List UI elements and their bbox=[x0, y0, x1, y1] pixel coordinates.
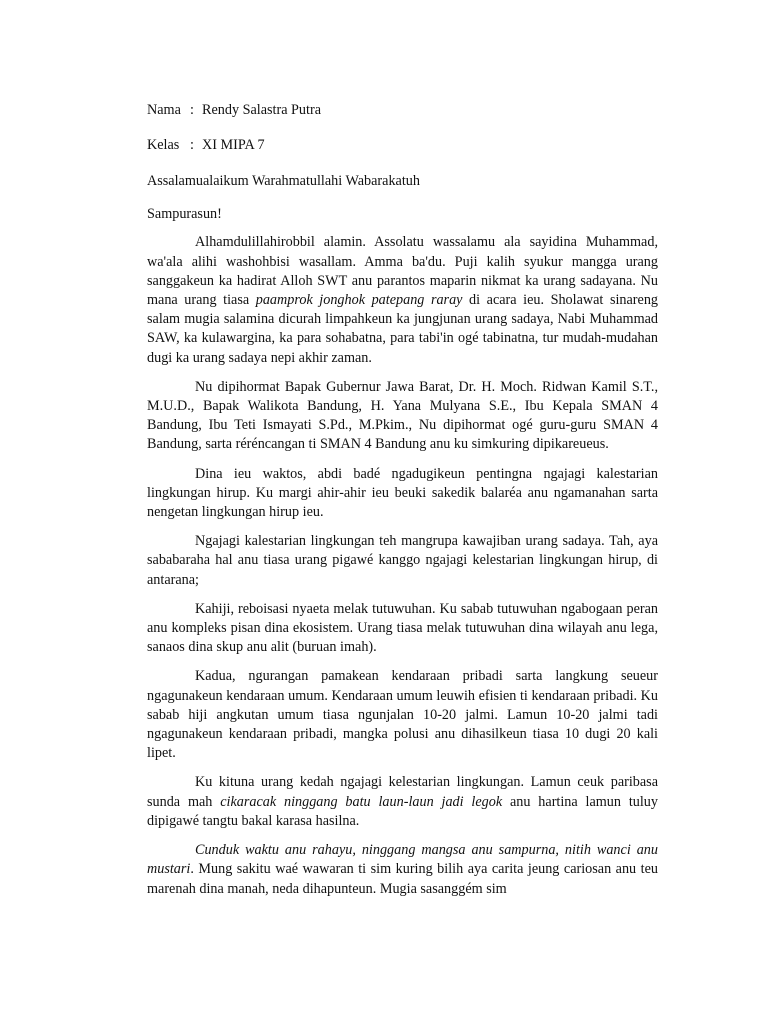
paragraph-proverb bbox=[147, 773, 658, 831]
paragraph-text: Alhamdulillahirobbil alamin. Assolatu wassalamu ala sayidina Muhammad, wa'ala alihi washohbisi wasallam. Amma ba'du. Puji kalih syukur mangga urang sanggakeun ka hadirat Alloh SWT anu parantos maparin nikmat ka urang sadayana. Nu mana urang tiasa bbox=[147, 234, 658, 309]
paragraph-point-one: Kahiji, reboisasi nyaeta melak tutuwuhan. Ku sabab tutuwuhan ngabogaan peran anu kompleks pisan dina ekosistem. Urang tiasa melak tutuwuhan dina wilayah anu lega, sanaos dina skup anu alit (buruan imah). bbox=[147, 600, 658, 656]
paragraph-point-two: Kadua, ngurangan pamakean kendaraan pribadi sarta langkung seueur ngagunakeun kendaraan umum. Kendaraan umum leuwih efisien ti kendaraan pribadi. Ku sabab hiji angkutan umum tiasa ngunjalan 10-20 jalmi. Lamun 10-20 jalmi tadi ngagunakeun kendaraan pribadi, mangka polusi anu dihasilkeun tiasa 10 dugi 20 kali lipet. bbox=[147, 668, 658, 762]
paragraph-italic-phrase: paamprok jonghok patepang raray bbox=[255, 292, 463, 309]
paragraph-italic-phrase: cikaracak ninggang batu laun-laun jadi legok bbox=[220, 793, 503, 810]
paragraph-respected-guests: Nu dipihormat Bapak Gubernur Jawa Barat, Dr. H. Moch. Ridwan Kamil S.T., M.U.D., Bapak Walikota Bandung, H. Yana Mulyana S.E., Ibu Kepala SMAN 4 Bandung, Ibu Teti Ismayati S.Pd., M.Pkim., Nu dipihormat ogé guru-guru SMAN 4 Bandung, sarta réréncangan ti SMAN 4 Bandung anu ku simkuring dipikareueus. bbox=[147, 378, 658, 453]
document-body bbox=[147, 101, 658, 909]
sampurasun-line: Sampurasun! bbox=[147, 206, 222, 223]
class-field bbox=[147, 136, 658, 156]
class-colon: : bbox=[190, 137, 194, 153]
paragraph-text: . Mung sakitu waé wawaran ti sim kuring bilih aya carita jeung cariosan anu teu marenah dina manah, neda dihapunteun. Mugia sasanggém sim bbox=[147, 861, 658, 897]
paragraph-obligation: Ngajagi kalestarian lingkungan teh mangrupa kawajiban urang sadaya. Tah, aya sababaraha hal anu tiasa urang pigawé kanggo ngajagi kelestarian lingkungan hirup, di antarana; bbox=[147, 533, 658, 588]
class-label: Kelas bbox=[147, 137, 180, 153]
paragraph-topic: Dina ieu waktos, abdi badé ngadugikeun pentingna ngajagi kalestarian lingkungan hirup. Ku margi ahir-ahir ieu beuki sakedik balaréa anu ngamanahan sarta nengetan lingkungan hirup ieu. bbox=[147, 465, 658, 521]
paragraph-opening bbox=[147, 233, 658, 367]
paragraph-closing bbox=[147, 841, 658, 899]
paragraph-text: anu hartina lamun tuluy dipigawé tangtu bakal karasa hasilna. bbox=[147, 793, 658, 829]
name-colon: : bbox=[190, 102, 194, 118]
paragraph-italic-phrase: Cunduk waktu anu rahayu, ninggang mangsa anu sampurna, nitih wanci anu mustari bbox=[147, 842, 658, 878]
name-label: Nama bbox=[147, 102, 181, 118]
paragraph-text: di acara ieu. Sholawat sinareng salam mugia salamina dicurah limpahkeun ka jungjunan urang sadaya, Nabi Muhammad SAW, ka kulawargina, ka para sohabatna, para tabi'in ogé tabinatna, tur mudah-mudahan dugi ka urang sadaya nepi akhir zaman. bbox=[147, 292, 659, 366]
opening-greeting: Assalamualaikum Warahmatullahi Wabarakatuh bbox=[147, 173, 420, 189]
name-field bbox=[147, 101, 658, 121]
paragraph-text: Ku kituna urang kedah ngajagi kelestarian lingkungan. Lamun ceuk paribasa sunda mah bbox=[147, 774, 658, 810]
class-value: XI MIPA 7 bbox=[202, 137, 265, 153]
name-value: Rendy Salastra Putra bbox=[202, 102, 321, 118]
